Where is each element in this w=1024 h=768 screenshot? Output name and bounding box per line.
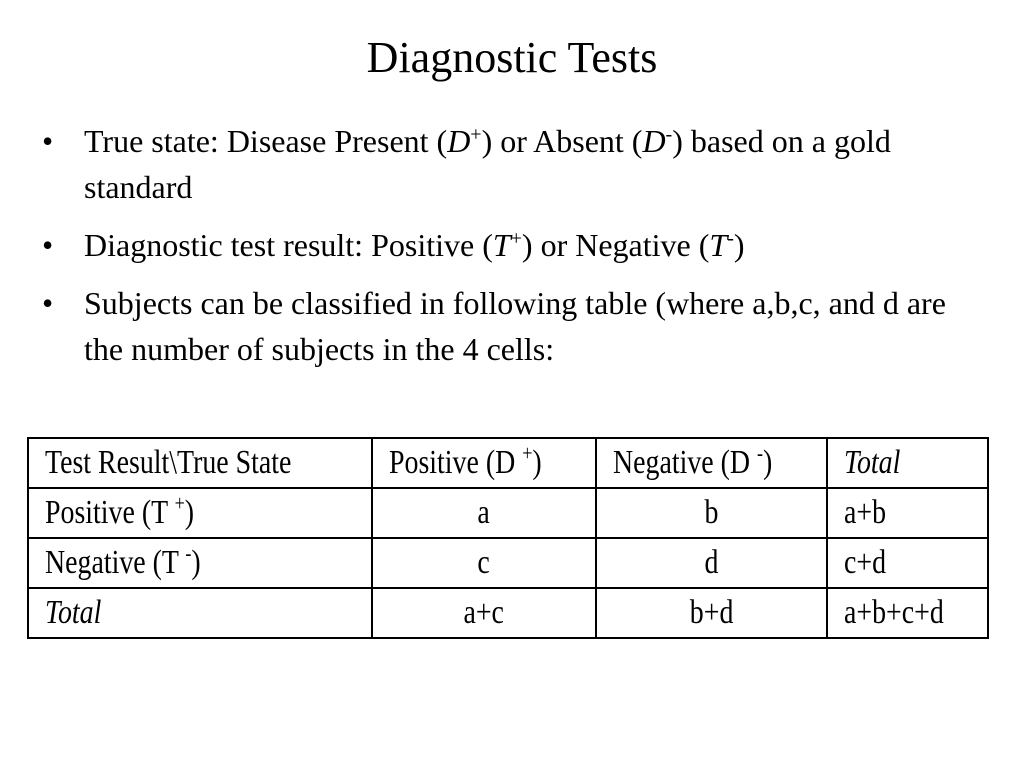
- table-cell: a: [372, 488, 596, 538]
- column-header-positive: Positive (D +): [372, 438, 596, 488]
- slide-title: Diagnostic Tests: [366, 33, 658, 82]
- table-row-total: [28, 588, 988, 638]
- bullet-text: ) or Absent (: [481, 123, 643, 159]
- test-variable: T: [492, 227, 511, 263]
- row-header-positive: Positive (T +): [28, 488, 372, 538]
- column-header-total: Total: [827, 438, 988, 488]
- test-variable: T: [709, 227, 728, 263]
- table-header-row: [28, 438, 988, 488]
- contingency-table: [27, 437, 989, 639]
- table-cell: b+d: [596, 588, 828, 638]
- table-cell: d: [596, 538, 828, 588]
- row-header-total: Total: [28, 588, 372, 638]
- bullet-text: ) or Negative (: [521, 227, 710, 263]
- bullet-classification: [0, 280, 1024, 372]
- bullet-marker: •: [42, 123, 54, 159]
- table-cell-total: c+d: [827, 538, 988, 588]
- superscript-plus: +: [470, 123, 482, 146]
- superscript-plus: +: [510, 227, 522, 250]
- bullet-marker: •: [42, 285, 54, 321]
- table-cell: a+c: [372, 588, 596, 638]
- bullet-text: ) based on a gold standard: [84, 123, 891, 205]
- bullet-list: [0, 118, 1024, 372]
- table-corner-cell: Test Result\True State: [28, 438, 372, 488]
- table-cell: b: [596, 488, 828, 538]
- bullet-marker: •: [42, 227, 54, 263]
- disease-variable: D: [447, 123, 471, 159]
- bullet-text: ): [733, 227, 745, 263]
- superscript-minus: -: [665, 123, 673, 146]
- table-row: [28, 538, 988, 588]
- table-cell-total: a+b: [827, 488, 988, 538]
- bullet-test-result: [0, 222, 1024, 268]
- disease-variable: D: [642, 123, 666, 159]
- table-cell-total: a+b+c+d: [827, 588, 988, 638]
- bullet-true-state: [0, 118, 1024, 210]
- bullet-text: True state: Disease Present (: [84, 123, 448, 159]
- row-header-negative: Negative (T -): [28, 538, 372, 588]
- superscript-minus: -: [727, 227, 734, 250]
- column-header-negative: Negative (D -): [596, 438, 828, 488]
- bullet-text: Diagnostic test result: Positive (: [84, 227, 493, 263]
- table-cell: c: [372, 538, 596, 588]
- bullet-text: Subjects can be classified in following table (where a,b,c, and d are the number of subjects in the 4 cells:: [84, 285, 946, 367]
- table-row: [28, 488, 988, 538]
